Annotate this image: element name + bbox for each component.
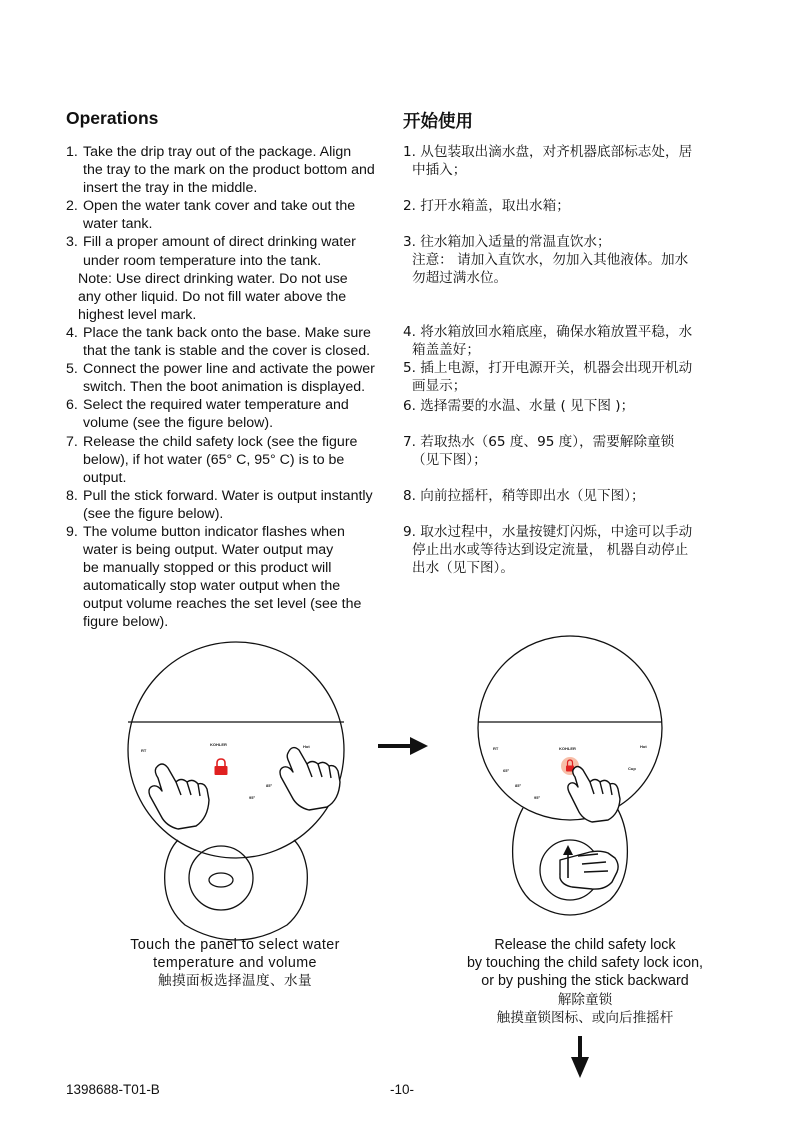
caption-line: temperature and volume: [153, 955, 317, 972]
panel-label: 95°: [249, 795, 256, 800]
heading-operations: Operations: [66, 108, 159, 128]
step-number: 3.: [66, 234, 78, 251]
step-line: Connect the power line and activate the power: [83, 361, 375, 378]
step-number: 1.: [66, 144, 78, 160]
zh-line: 箱盖盖好；: [412, 342, 480, 358]
step-line: Release the child safety lock (see the figure: [83, 433, 358, 450]
step-number: 8.: [66, 487, 78, 504]
step-line: automatically stop water output when the: [83, 578, 341, 595]
caption-line: Touch the panel to select water: [130, 937, 340, 953]
step-line: water tank.: [83, 216, 153, 233]
zh-line: 5. 插上电源，打开电源开关，机器会出现开机动: [403, 360, 693, 376]
step-line: be manually stopped or this product will: [83, 560, 332, 577]
panel-label: 65°: [503, 768, 510, 773]
caption-line: or by pushing the stick backward: [481, 973, 689, 990]
step-line: (see the figure below).: [83, 505, 224, 522]
brand-logo-text: KOHLER: [210, 742, 227, 747]
document-code: 1398688-T01-B: [66, 1082, 160, 1097]
step-line: Fill a proper amount of direct drinking water: [83, 234, 356, 251]
zh-line: 注意： 请加入直饮水，勿加入其他液体。加水: [412, 252, 689, 268]
zh-line: 画显示；: [412, 378, 467, 394]
step-number: 7.: [66, 433, 78, 450]
note-line: any other liquid. Do not fill water above the: [78, 288, 347, 305]
step-line: water is being output. Water output may: [83, 542, 334, 559]
step-line: Place the tank back onto the base. Make sure: [83, 324, 371, 341]
step-line: Take the drip tray out of the package. Align: [83, 144, 352, 160]
zh-line: （见下图）；: [412, 452, 487, 468]
zh-line: 8. 向前拉摇杆，稍等即出水（见下图）；: [403, 488, 645, 504]
caption-line-zh: 触摸面板选择温度、水量: [158, 973, 312, 990]
caption-line-zh: 触摸童锁图标、或向后推摇杆: [496, 1009, 674, 1026]
step-number: 6.: [66, 397, 78, 414]
caption-line-zh: 解除童锁: [557, 991, 613, 1008]
step-line: volume (see the figure below).: [83, 415, 274, 432]
zh-line: 2. 打开水箱盖，取出水箱；: [403, 198, 570, 214]
note-line: Note: Use direct drinking water. Do not use: [78, 270, 348, 287]
panel-label: Hot: [303, 744, 310, 749]
step-number: 9.: [66, 523, 78, 540]
step-line: output.: [83, 469, 127, 486]
zh-line: 3. 往水箱加入适量的常温直饮水；: [403, 234, 611, 250]
step-line: Open the water tank cover and take out the: [83, 198, 356, 215]
zh-line: 9. 取水过程中，水量按键灯闪烁，中途可以手动: [403, 524, 693, 540]
zh-line: 6. 选择需要的水温、水量 ( 见下图 )；: [403, 398, 635, 414]
step-line: under room temperature into the tank.: [83, 252, 322, 269]
panel-label: 95°: [534, 795, 541, 800]
page-number: -10-: [390, 1082, 415, 1097]
caption-line: by touching the child safety lock icon,: [466, 955, 704, 972]
zh-line: 勿超过满水位。: [412, 270, 508, 286]
step-line: The volume button indicator flashes when: [83, 523, 345, 540]
caption-line: Release the child safety lock: [494, 937, 676, 953]
brand-logo-text: KOHLER: [559, 746, 576, 751]
zh-line: 1. 从包装取出滴水盘，对齐机器底部标志处，居: [403, 144, 693, 160]
zh-line: 7. 若取热水（65 度、95 度），需要解除童锁: [403, 434, 675, 450]
step-line: that the tank is stable and the cover is closed.: [83, 343, 371, 360]
panel-label: Hot: [640, 744, 647, 749]
zh-line: 出水（见下图）。: [412, 560, 514, 576]
zh-line: 停止出水或等待达到设定流量， 机器自动停止: [412, 542, 689, 558]
step-line: output volume reaches the set level (see the: [83, 596, 362, 613]
step-line: Select the required water temperature and: [83, 397, 349, 414]
step-line: insert the tray in the middle.: [83, 180, 258, 197]
panel-label: Cup: [628, 766, 636, 771]
step-number: 2.: [66, 198, 78, 215]
step-line: switch. Then the boot animation is displayed.: [83, 379, 366, 396]
step-number: 4.: [66, 324, 78, 341]
note-line: highest level mark.: [78, 306, 197, 323]
zh-line: 中插入；: [412, 162, 467, 178]
step-number: 5.: [66, 361, 78, 378]
panel-label: 85°: [515, 783, 522, 788]
step-line: figure below).: [83, 614, 169, 631]
step-line: the tray to the mark on the product bottom and: [83, 162, 375, 179]
step-line: Pull the stick forward. Water is output instantly: [83, 487, 373, 504]
panel-label: RT: [493, 746, 499, 751]
panel-label: 85°: [266, 783, 273, 788]
step-line: below), if hot water (65° C, 95° C) is to be: [83, 451, 345, 468]
panel-label: RT: [141, 748, 147, 753]
zh-line: 4. 将水箱放回水箱底座，确保水箱放置平稳，水: [403, 324, 693, 340]
heading-operations-zh: 开始使用: [403, 112, 473, 132]
